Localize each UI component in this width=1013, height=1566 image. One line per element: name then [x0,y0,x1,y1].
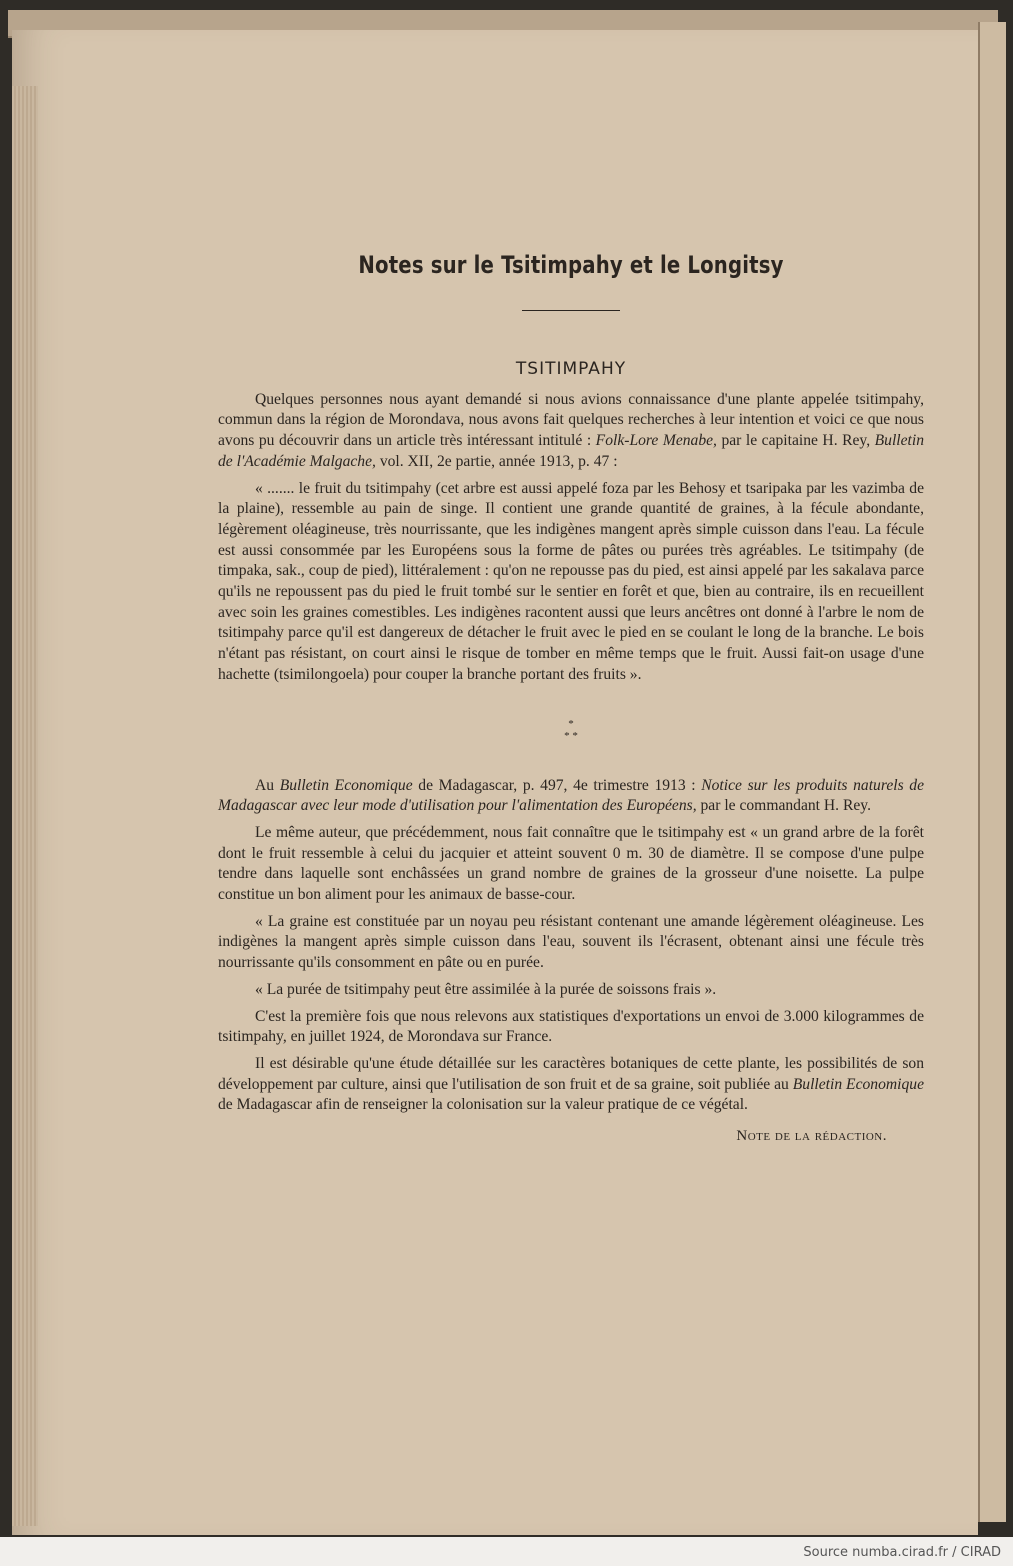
section-heading: TSITIMPAHY [515,359,627,379]
final-title-bulletin: Bulletin Economique [792,1075,925,1093]
puree-paragraph: « La purée de tsitimpahy peut être assimilée à la purée de soissons frais ». [255,980,717,998]
quote-paragraph: « ....... le fruit du tsitimpahy (cet arbre est aussi appelé foza par les Behosy et tsaripaka par les vazimba de la plaine), ressemble au pain de singe. Il contient une grande quantité de graines, à la fécule abondante, légèrement oléagineuse, très nourrissante, que les indigènes mangent après simple cuisson dans l'eau. La fécule est aussi consommée par les Européens sous la forme de pâtes ou purées très agréables. Le tsitimpahy (de timpaka, sak., coup de pied), littéralement : qu'on ne repousse pas du pied, est ainsi appelé par les sakalava parce qu'ils ne repoussent pas du pied le fruit tombé sur le sentier en forêt et que, bien au contraire, ils en recueillent avec soin les graines comestibles. Les indigènes racontent aussi que leurs ancêtres ont donné à l'arbre le nom de tsitimpahy parce qu'il est dangereux de détacher le fruit avec le pied en se coulant le long de la branche. Le bois n'étant pas résistant, on court ainsi le risque de tomber en même temps que le fruit. Aussi fait-on usage d'une hachette (tsimilongoela) pour couper la branche portant des fruits ». [218,479,924,683]
title-rule [522,310,620,311]
source-credit: Source numba.cirad.fr / CIRAD [803,1545,1001,1560]
ref-text-a: Au [255,776,280,794]
reference-paragraph [218,776,924,817]
intro-text-b: par le capitaine H. Rey, [716,432,875,450]
page-gutter [12,86,38,1526]
final-text-b: de Madagascar afin de renseigner la colonisation sur la valeur pratique de ce végétal. [218,1096,748,1114]
editorial-signature: Note de la rédaction. [736,1128,887,1145]
ref-title-notice: Notice sur les produits naturels de Madagascar avec leur mode d'utilisation pour l'alimentation des Européens, [218,776,924,815]
ref-text-b: de Madagascar, p. 497, 4e trimestre 1913 : [412,776,702,794]
separator-stars-bottom: * * [564,729,578,742]
final-paragraph [218,1054,924,1116]
facing-page-edge [978,22,1006,1522]
section-separator [218,718,924,742]
article [218,240,924,1147]
intro-text-c: vol. XII, 2e partie, année 1913, p. 47 : [375,452,618,470]
intro-title-bulletin: Bulletin de l'Académie Malgache, [218,432,924,470]
intro-title-folklore: Folk-Lore Menabe, [595,432,717,450]
ref-title-bulletin: Bulletin Economique [279,776,413,794]
article-title: Notes sur le Tsitimpahy et le Longitsy [358,251,784,279]
separator-star-top: * [568,717,574,730]
intro-paragraph [218,390,924,473]
final-text-a: Il est désirable qu'une étude détaillée sur les caractères botaniques de cette plante, les possibilités de son développement par culture, ainsi que l'utilisation de son fruit et de sa graine, soit publiée au [218,1054,924,1093]
export-paragraph: C'est la première fois que nous relevons aux statistiques d'exportations un envoi de 3.000 kilogrammes de tsitimpahy, en juillet 1924, de Morondava sur France. [218,1007,924,1046]
ref-text-c: par le commandant H. Rey. [696,797,871,815]
intro-text-a: Quelques personnes nous ayant demandé si nous avions connaissance d'une plante appelée tsitimpahy, commun dans la région de Morondava, nous avons fait quelques recherches à leur intention et voici ce que nous avons pu découvrir dans un article très intéressant intitulé : [218,390,924,450]
seed-paragraph: « La graine est constituée par un noyau peu résistant contenant une amande légèrement oléagineuse. Les indigènes la mangent après simple cuisson dans l'eau, souvent ils l'écrasent, obtenant ainsi une fécule très nourrissante qu'ils consomment en pâte ou en purée. [218,912,924,972]
author-paragraph: Le même auteur, que précédemment, nous fait connaître que le tsitimpahy est « un grand arbre de la forêt dont le fruit ressemble à celui du jacquier et atteint souvent 0 m. 30 de diamètre. Il se compose d'une pulpe tendre dans laquelle sont enchâssées un grand nombre de graines de la grosseur d'une noisette. La pulpe constitue un bon aliment pour les animaux de basse-cour. [218,823,924,904]
